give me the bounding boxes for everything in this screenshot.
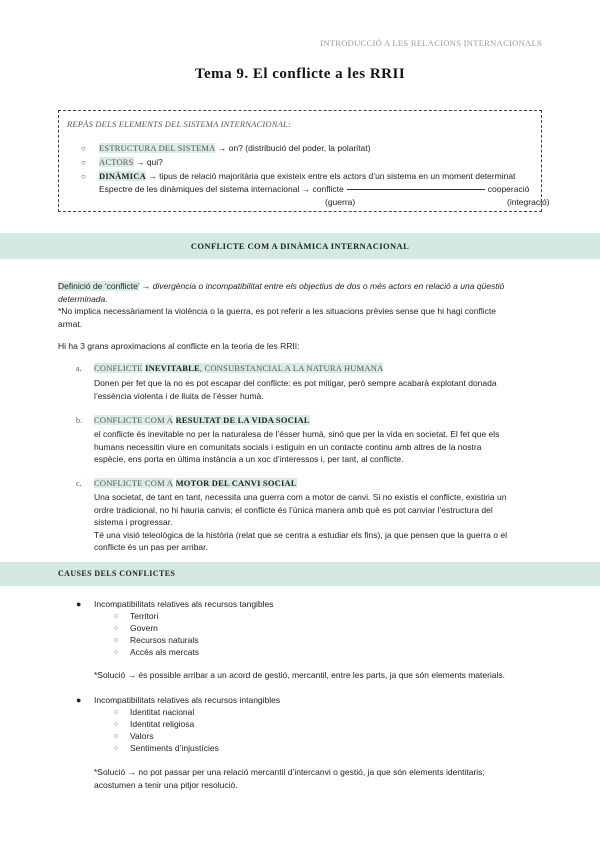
approach-heading-post: , CONSUBSTANCIAL A LA NATURA HUMANA xyxy=(199,363,384,373)
review-text: → on? (distribució del poder, la polaritat) xyxy=(217,143,371,153)
section-title: CONFLICTE COM A DINÀMICA INTERNACIONAL xyxy=(190,241,410,251)
spectrum-line xyxy=(99,184,529,194)
definition xyxy=(58,280,548,330)
approach-line: humans necessitin viure en comunitats socials i estiguin en un contacte continu amb altres de la nostra xyxy=(94,441,482,452)
definition-end: . xyxy=(105,293,108,304)
page-title: Tema 9. El conflicte a les RRII xyxy=(194,66,406,82)
review-box xyxy=(58,110,550,212)
approaches-intro: Hi ha 3 grans aproximacions al conflicte en la teoria de les RRII: xyxy=(58,341,300,351)
cause-item: Territori xyxy=(130,611,159,621)
approach-body xyxy=(94,428,544,466)
circle-bullet-icon: ○ xyxy=(114,613,119,620)
cause-item: Valors xyxy=(130,731,154,741)
circle-bullet-icon: ○ xyxy=(114,625,119,632)
bullet-icon: ● xyxy=(76,599,82,609)
review-item-actors xyxy=(99,157,163,167)
cause-item: Govern xyxy=(130,623,158,633)
circle-bullet-icon: ○ xyxy=(114,649,119,656)
spectrum-intro: Espectre de les dinàmiques del sistema internacional → conflicte xyxy=(99,184,344,194)
cause-item: Identitat religiosa xyxy=(130,719,195,729)
approach-heading xyxy=(94,415,310,425)
review-item-structure xyxy=(99,143,370,153)
running-header: INTRODUCCIÓ A LES RELACIONS INTERNACIONALS xyxy=(320,38,542,48)
review-term: DINÀMICA xyxy=(99,171,146,181)
definition-note: *No implica necessàriament la violència o la guerra, es pot referir a les situacions prèvies sense que hi hagi conflicte xyxy=(58,306,496,316)
circle-bullet-icon: ○ xyxy=(114,637,119,644)
approach-heading-pre: CONFLICTE COM A xyxy=(94,415,174,425)
cause-group-label: Incompatibilitats relatives als recursos tangibles xyxy=(94,599,274,609)
circle-bullet-icon: ○ xyxy=(114,721,119,728)
cause-item: Identitat nacional xyxy=(130,707,195,717)
definition-label: Definició de ‘conflicte’ xyxy=(58,281,140,291)
approach-heading-bold: RESULTAT DE LA VIDA SOCIAL xyxy=(175,415,310,425)
review-term: ACTORS xyxy=(99,157,134,167)
approach-heading-pre: CONFLICTE COM A xyxy=(94,478,174,488)
list-letter: a. xyxy=(76,364,82,373)
cause-solution-line: *Solució → no pot passar per una relació mercantil d’intercanvi o gestió, ja que són elements identitaris; xyxy=(94,767,485,777)
approach-line: el conflicte és inevitable no per la naturalesa de l’ésser humà, sinó que per la vida en societat. El fet que els xyxy=(94,429,500,439)
definition-note-2: armat. xyxy=(58,318,83,329)
cause-solution xyxy=(94,766,584,791)
cause-solution: *Solució → és possible arribar a un acord de gestió, mercantil, entre les parts, ja que són elements materials. xyxy=(94,670,506,680)
spectrum-dash xyxy=(347,189,485,190)
review-text: → tipus de relació majoritària que existeix entre els actors d’un sistema en un moment determinat xyxy=(148,171,516,181)
approach-line: Té una visió teleològica de la història (relat que se centra a estudiar els fins), ja que pensen que la guerra o el xyxy=(94,529,507,540)
approach-line: conflicte és un pas per arribar. xyxy=(94,542,208,552)
section-title: CAUSES DELS CONFLICTES xyxy=(58,569,176,578)
circle-bullet-icon: ○ xyxy=(81,172,86,181)
cause-item: Accés als mercats xyxy=(130,647,199,657)
circle-bullet-icon: ○ xyxy=(114,745,119,752)
cause-group-label: Incompatibilitats relatives als recursos intangibles xyxy=(94,695,281,705)
review-heading: REPÀS DELS ELEMENTS DEL SISTEMA INTERNACIONAL: xyxy=(67,119,291,129)
approach-line: Una societat, de tant en tant, necessita una guerra com a motor de canvi. Si no existís el conflicte, existiria un xyxy=(94,492,507,502)
approach-heading xyxy=(94,478,297,488)
review-text: → qui? xyxy=(135,157,163,167)
list-letter: b. xyxy=(76,416,82,425)
definition-text: → divergència o incompatibilitat entre els objectius de dos o més actors en relació a una qüestió xyxy=(141,281,505,291)
approach-line: ordre tradicional, no hi hauria canvis; el conflicte és l’única manera amb què es pot canviar l’estructura del xyxy=(94,504,493,515)
approach-heading-pre: CONFLICTE xyxy=(94,363,143,373)
list-letter: c. xyxy=(76,479,82,488)
approach-heading-bold: INEVITABLE xyxy=(145,363,200,373)
spectrum-right: cooperació xyxy=(487,184,530,194)
approach-body xyxy=(94,377,544,402)
definition-text-2: determinada xyxy=(58,293,106,304)
approach-line: sistema i progressar. xyxy=(94,517,173,527)
bullet-icon: ● xyxy=(76,695,82,705)
cause-item: Recursos naturals xyxy=(130,635,199,645)
circle-bullet-icon: ○ xyxy=(81,158,86,167)
cause-solution-line: acostumen a tenir una pitjor resolució. xyxy=(94,779,238,790)
spectrum-right-sub: (integració) xyxy=(507,197,550,207)
circle-bullet-icon: ○ xyxy=(114,733,119,740)
spectrum-left-sub: (guerra) xyxy=(325,197,356,207)
review-item-dynamics xyxy=(99,171,515,181)
approach-line: Donen per fet que la no es pot escapar del conflicte: es pot mitigar, però sempre acabarà explotant donada xyxy=(94,378,497,388)
approach-body xyxy=(94,491,544,554)
approach-heading-bold: MOTOR DEL CANVI SOCIAL xyxy=(175,478,297,488)
approach-heading xyxy=(94,363,383,373)
circle-bullet-icon: ○ xyxy=(81,144,86,153)
review-term: ESTRUCTURA DEL SISTEMA xyxy=(99,143,216,153)
approach-line: l’essència violenta i de lluita de l’ésser humà. xyxy=(94,390,264,401)
circle-bullet-icon: ○ xyxy=(114,709,119,716)
cause-item: Sentiments d’injustícies xyxy=(130,743,219,753)
approach-line: espècie, ens porta en última instància a un xoc d’interessos i, per tant, al conflicte. xyxy=(94,454,404,464)
